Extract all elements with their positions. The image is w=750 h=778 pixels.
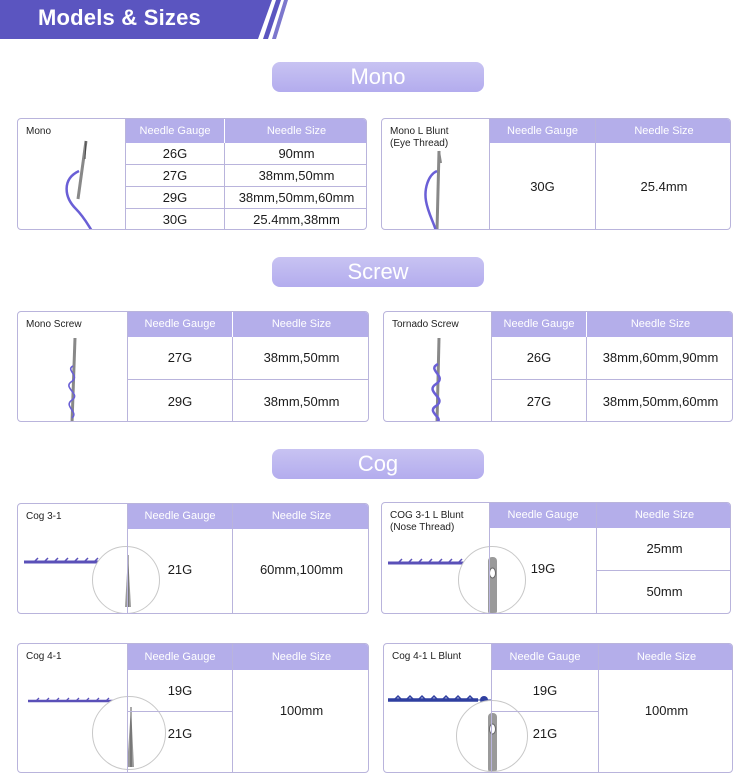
needle-image [404,149,464,230]
card-label [390,126,449,150]
header-needle-size: Needle Size [233,312,369,337]
section-title-mono: Mono [272,62,484,92]
card-mono [17,118,367,230]
card-label-line1: Mono L Blunt [390,126,449,137]
header-needle-gauge: Needle Gauge [128,644,232,670]
header-needle-gauge: Needle Gauge [490,119,595,143]
cell-size: 25.4mm [640,179,688,194]
cell-size: 38mm,50mm [263,394,340,409]
card-mono-screw [17,311,369,422]
card-label-line1: COG 3-1 L Blunt [390,510,464,521]
needle-image [48,139,108,229]
card-label [390,510,464,534]
cell-gauge: 19G [532,683,558,698]
cell-size: 100mm [644,703,689,718]
header-needle-gauge: Needle Gauge [126,119,224,143]
cell-gauge: 26G [526,350,552,365]
cell-gauge: 29G [162,190,188,205]
cell-size: 38mm,50mm,60mm [602,394,719,409]
cell-gauge: 26G [162,146,188,161]
card-label-line2: (Eye Thread) [390,138,449,149]
cell-size: 90mm [278,146,315,161]
cell-size: 38mm,60mm,90mm [602,350,719,365]
card-cog-4-1 [17,643,369,773]
cell-size: 38mm,50mm,60mm [238,190,355,205]
cell-size: 38mm,50mm [258,168,335,183]
card-label: Cog 4-1 [26,651,62,662]
cell-size: 100mm [279,703,324,718]
cell-size: 38mm,50mm [263,350,340,365]
cell-gauge: 27G [162,168,188,183]
header-needle-size: Needle Size [587,312,733,337]
cell-gauge: 30G [530,179,555,194]
cell-gauge: 19G [167,683,193,698]
card-cog-4-1-l-blunt [383,643,733,773]
cell-size: 50mm [646,584,683,599]
card-label: Tornado Screw [392,319,459,330]
card-label: Cog 4-1 L Blunt [392,651,462,662]
cell-size: 25mm [646,541,683,556]
needle-image [53,336,103,422]
header-needle-gauge: Needle Gauge [128,312,232,337]
card-cog-3-1-l-blunt [381,502,731,614]
header-needle-size: Needle Size [599,644,733,670]
header-needle-gauge: Needle Gauge [492,644,598,670]
cell-gauge: 27G [526,394,552,409]
cell-gauge: 21G [532,726,558,741]
header-needle-gauge: Needle Gauge [492,312,586,337]
cell-gauge: 27G [167,350,193,365]
header-needle-size: Needle Size [233,504,369,529]
page-title: Models & Sizes [38,5,201,30]
header-needle-gauge: Needle Gauge [490,503,596,528]
section-title-cog: Cog [272,449,484,479]
cell-gauge: 19G [530,561,556,576]
header-needle-size: Needle Size [225,119,367,143]
cell-gauge: 21G [167,726,193,741]
needle-image [414,336,464,422]
card-label: Mono Screw [26,319,82,330]
cell-gauge: 21G [167,562,193,577]
card-label: Cog 3-1 [26,511,62,522]
card-mono-l-blunt [381,118,731,230]
cell-size: 60mm,100mm [259,562,344,577]
card-label: Mono [26,126,52,137]
card-cog-3-1 [17,503,369,614]
card-tornado-screw [383,311,733,422]
header-needle-size: Needle Size [233,644,369,670]
cell-gauge: 30G [162,212,188,227]
cell-gauge: 29G [167,394,193,409]
header-needle-size: Needle Size [596,119,731,143]
header-needle-size: Needle Size [597,503,731,528]
cell-size: 25.4mm,38mm [253,212,340,227]
card-label-line2: (Nose Thread) [390,522,455,533]
header-needle-gauge: Needle Gauge [128,504,232,529]
section-title-screw: Screw [272,257,484,287]
